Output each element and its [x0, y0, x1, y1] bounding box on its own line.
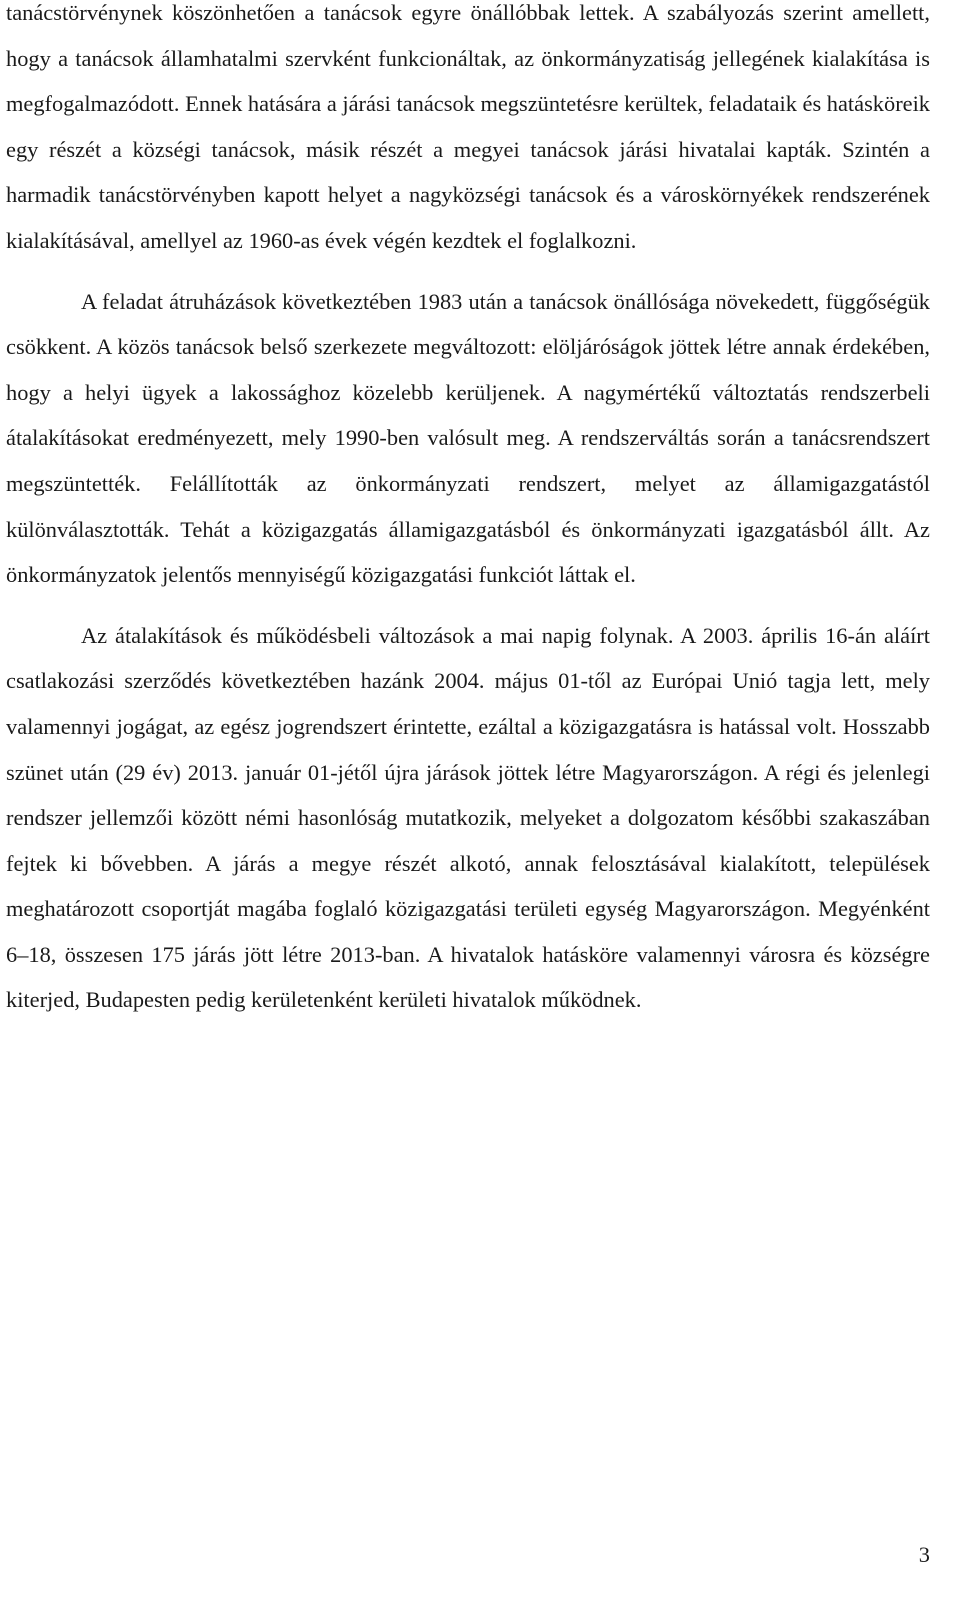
page-number: 3 — [918, 1542, 930, 1567]
paragraph-2: A feladat átruházások következtében 1983 után a tanácsok önállósága növekedett, függőségük csökkent. A közös tanácsok belső szerkezete megváltozott: elöljáróságok jöttek létre annak érdekében, hogy a helyi ügyek a lakossághoz közelebb kerüljenek. A nagymértékű változtatás rendszerbeli átalakításokat eredményezett, mely 1990-ben valósult meg. A rendszerváltás során a tanácsrendszert megszüntették. Felállították az önkormányzati rendszert, melyet az államigazgatástól különválasztották. Tehát a közigazgatás államigazgatásból és önkormányzati igazgatásból állt. Az önkormányzatok jelentős mennyiségű közigazgatási funkciót láttak el. — [6, 288, 930, 588]
paragraph-1: tanácstörvénynek köszönhetően a tanácsok egyre önállóbbak lettek. A szabályozás szerint amellett, hogy a tanácsok államhatalmi szervként funkcionáltak, az önkormányzatiság jellegének kialakítása is megfogalmazódott. Ennek hatására a járási tanácsok megszüntetésre kerültek, feladataik és hatásköreik egy részét a községi tanácsok, másik részét a megyei tanácsok járási hivatalai kapták. Szintén a harmadik tanácstörvényben kapott helyet a nagyközségi tanácsok és a városkörnyékek rendszerének kialakításával, amellyel az 1960-as évek végén kezdtek el foglalkozni. — [6, 0, 930, 253]
paragraph-3: Az átalakítások és működésbeli változások a mai napig folynak. A 2003. április 16-án aláírt csatlakozási szerződés következtében hazánk 2004. május 01-től az Európai Unió tagja lett, mely valamennyi jogágat, az egész jogrendszert érintette, ezáltal a közigazgatásra is hatással volt. Hosszabb szünet után (29 év) 2013. január 01-jétől újra járások jöttek létre Magyarországon. A régi és jelenlegi rendszer jellemzői között némi hasonlóság mutatkozik, melyeket a dolgozatom későbbi szakaszában fejtek ki bővebben. A járás a megye részét alkotó, annak felosztásával kialakított, települések meghatározott csoportját magába foglaló közigazgatási területi egység Magyarországon. Megyénként 6–18, összesen 175 járás jött létre 2013-ban. A hivatalok hatásköre valamennyi városra és községre kiterjed, Budapesten pedig kerületenként kerületi hivatalok működnek. — [6, 622, 930, 1013]
document-body — [6, 0, 930, 1023]
